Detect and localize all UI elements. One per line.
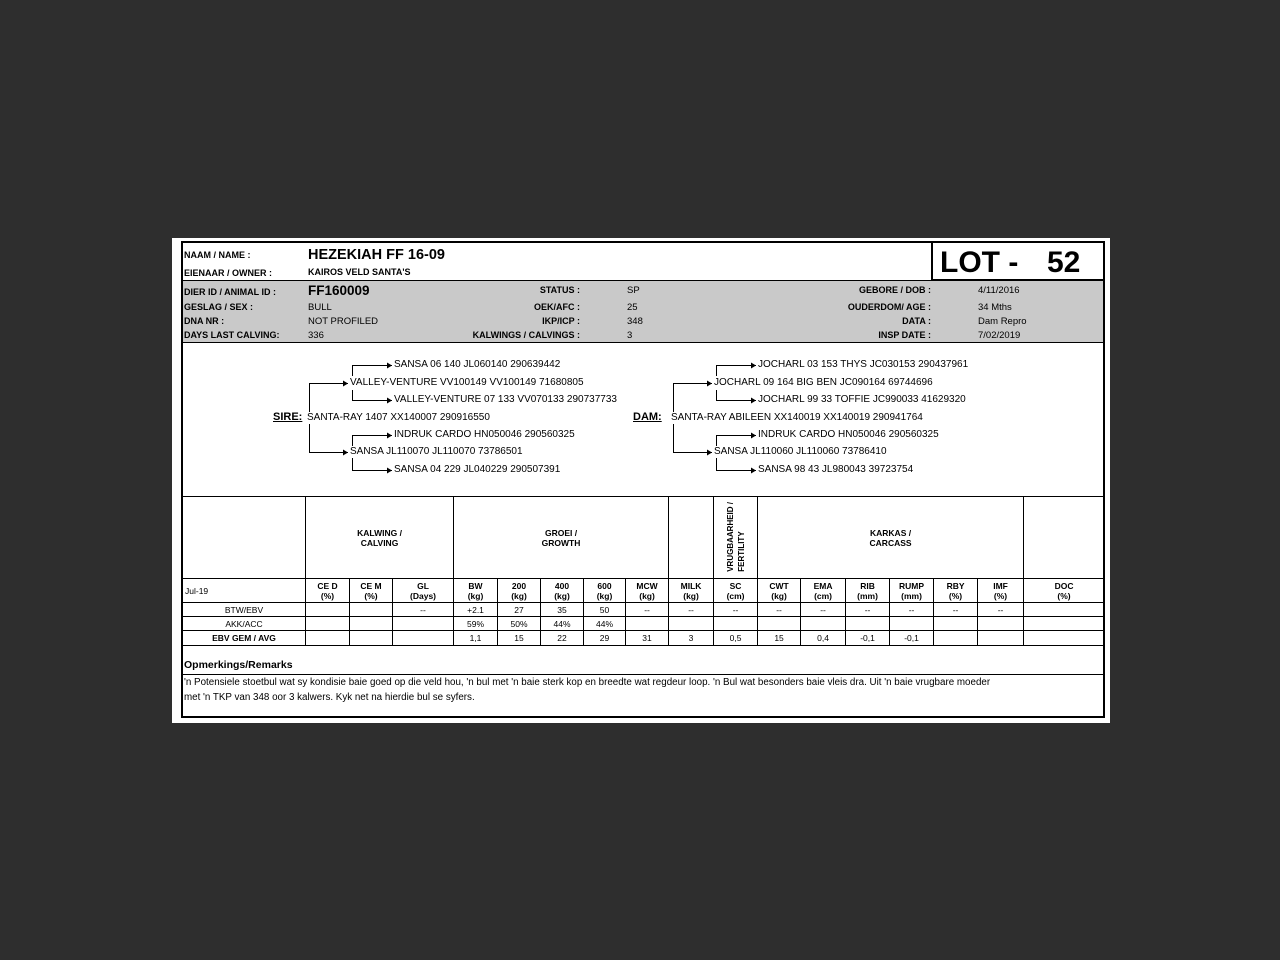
table-cell (306, 631, 350, 646)
group-milk-blank (669, 497, 714, 579)
column-header-sc (714, 579, 758, 603)
column-name: 600 (597, 580, 612, 591)
column-unit: (mm) (901, 590, 922, 601)
column-header-bw (454, 579, 498, 603)
column-header-rib (846, 579, 890, 603)
pedigree-sire-sire: VALLEY-VENTURE VV100149 VV100149 71680805 (350, 377, 584, 388)
table-cell (978, 631, 1024, 646)
table-cell (306, 603, 350, 617)
lot-number: 52 (1047, 246, 1081, 279)
column-name: 400 (554, 580, 570, 591)
column-name: RUMP (899, 580, 925, 591)
column-unit: (%) (1057, 590, 1071, 601)
column-header-gl (393, 579, 454, 603)
icp-label: IKP/ICP : (542, 316, 580, 326)
animal-name: HEZEKIAH FF 16-09 (308, 247, 445, 263)
table-cell (393, 631, 454, 646)
ebv-column-header-row (183, 579, 1105, 603)
table-cell (306, 617, 350, 631)
column-unit: (Days) (410, 590, 436, 601)
table-cell (350, 631, 393, 646)
column-name: BW (468, 580, 483, 591)
ebv-date: Jul-19 (183, 579, 306, 603)
table-cell: 15 (758, 631, 801, 646)
group-carcass (758, 497, 1024, 579)
dob-value: 4/11/2016 (978, 285, 1020, 296)
table-cell: -0,1 (890, 631, 934, 646)
status-label: STATUS : (539, 285, 580, 295)
pedigree-sire-dam-sire: INDRUK CARDO HN050046 290560325 (394, 429, 575, 440)
group-fertility-line2: FERTILITY (736, 530, 746, 572)
group-fertility-text (725, 502, 747, 572)
column-header-doc (1024, 579, 1105, 603)
sire-label: SIRE: (273, 411, 303, 423)
table-row (183, 617, 1105, 631)
column-unit: (%) (948, 590, 963, 601)
table-cell (758, 617, 801, 631)
column-unit: (kg) (467, 590, 484, 601)
insp-date-value: 7/02/2019 (978, 330, 1021, 341)
remarks-divider (182, 674, 1104, 675)
table-cell: -- (393, 603, 454, 617)
table-row (183, 603, 1105, 617)
age-label: OUDERDOM/ AGE : (847, 302, 931, 312)
table-cell: 0,4 (801, 631, 846, 646)
table-cell: 0,5 (714, 631, 758, 646)
group-calving (306, 497, 454, 579)
status-value: SP (627, 285, 640, 296)
row-label: AKK/ACC (183, 617, 306, 631)
table-cell (846, 617, 890, 631)
afc-label: OEK/AFC : (534, 302, 580, 312)
column-unit: (kg) (596, 590, 613, 601)
age-value: 34 Mths (978, 302, 1012, 313)
group-growth-line2: GROWTH (541, 537, 581, 548)
column-header-imf (978, 579, 1024, 603)
pedigree-sire: SANTA-RAY 1407 XX140007 290916550 (307, 412, 490, 423)
column-name: RBY (946, 580, 965, 591)
column-header-cwt (758, 579, 801, 603)
group-carcass-line2: CARCASS (869, 537, 912, 548)
table-cell: +2.1 (454, 603, 498, 617)
table-cell (350, 617, 393, 631)
table-cell: -- (714, 603, 758, 617)
column-unit: (kg) (771, 590, 787, 601)
group-doc-blank (1024, 497, 1105, 579)
table-cell: 44% (584, 617, 626, 631)
table-cell: 27 (498, 603, 541, 617)
column-header-ce-d (306, 579, 350, 603)
table-cell: -- (801, 603, 846, 617)
table-row (183, 631, 1105, 646)
sire-sire-to-dam-connector (353, 390, 393, 401)
owner-label: EIENAAR / OWNER : (184, 268, 273, 278)
table-cell: -- (758, 603, 801, 617)
table-cell (801, 617, 846, 631)
column-name: SC (729, 580, 742, 591)
animal-id-label: DIER ID / ANIMAL ID : (184, 287, 276, 297)
column-name: CE D (317, 580, 338, 591)
column-name: EMA (813, 580, 833, 591)
calvings-value: 3 (627, 330, 633, 341)
column-unit: (%) (364, 590, 378, 601)
pedigree-dam-dam: SANSA JL110060 JL110060 73786410 (714, 446, 887, 457)
table-cell (934, 631, 978, 646)
data-value: Dam Repro (978, 316, 1027, 327)
dam-label: DAM: (633, 411, 662, 423)
column-header-ema (801, 579, 846, 603)
table-cell: -- (626, 603, 669, 617)
group-growth-line1: GROEI / (544, 527, 578, 538)
table-cell: 50 (584, 603, 626, 617)
column-unit: (kg) (683, 590, 699, 601)
group-fertility (714, 497, 758, 579)
column-header-400 (541, 579, 584, 603)
column-header-rby (934, 579, 978, 603)
dna-value: NOT PROFILED (308, 316, 379, 327)
table-cell (1024, 631, 1105, 646)
table-cell: 35 (541, 603, 584, 617)
pedigree-sire-sire-sire: SANSA 06 140 JL060140 290639442 (394, 359, 561, 370)
table-cell: 50% (498, 617, 541, 631)
column-header-milk (669, 579, 714, 603)
column-name: CE M (360, 580, 382, 591)
insp-date-label: INSP DATE : (878, 330, 931, 340)
pedigree-dam-sire-sire: JOCHARL 03 153 THYS JC030153 290437961 (758, 359, 969, 370)
pedigree-dam-dam-dam: SANSA 98 43 JL980043 39723754 (758, 464, 914, 475)
row-label: EBV GEM / AVG (183, 631, 306, 646)
ebv-group-blank (183, 497, 306, 579)
table-cell (350, 603, 393, 617)
days-last-calving-label: DAYS LAST CALVING: (184, 330, 280, 340)
table-cell: 59% (454, 617, 498, 631)
dam-dam-to-dam-connector (717, 458, 757, 471)
remarks-line-1: 'n Potensiele stoetbul wat sy kondisie baie goed op die veld hou, 'n bul met 'n baie sterk kop en breedte wat regdeur loop. 'n Bul wat besonders baie vleis dra. Uit 'n baie vrugbare moeder (184, 677, 991, 688)
name-label: NAAM / NAME : (184, 250, 251, 260)
table-cell: -- (846, 603, 890, 617)
column-unit: (%) (993, 590, 1008, 601)
table-cell: -- (669, 603, 714, 617)
pedigree-dam: SANTA-RAY ABILEEN XX140019 XX140019 290941764 (671, 412, 923, 423)
table-cell (890, 617, 934, 631)
column-header-ce-m (350, 579, 393, 603)
column-unit: (mm) (857, 590, 878, 601)
column-header-600 (584, 579, 626, 603)
column-unit: (%) (320, 590, 335, 601)
dam-sire-to-dam-connector (717, 390, 757, 401)
data-label: DATA : (902, 316, 931, 326)
icp-value: 348 (627, 316, 643, 327)
group-calving-line1: KALWING / (357, 527, 402, 538)
table-cell (669, 617, 714, 631)
pedigree-sire-sire-dam: VALLEY-VENTURE 07 133 VV070133 290737733 (394, 394, 617, 405)
animal-id-value: FF160009 (308, 283, 370, 298)
table-cell: 15 (498, 631, 541, 646)
dam-dam-to-sire-connector (717, 436, 757, 447)
table-cell: -- (934, 603, 978, 617)
table-cell (934, 617, 978, 631)
dam-to-dam-sire-connector (674, 384, 713, 413)
dna-label: DNA NR : (184, 316, 225, 326)
table-cell (393, 617, 454, 631)
ebv-table-body (183, 603, 1105, 646)
table-cell: -- (890, 603, 934, 617)
pedigree-sire-dam: SANSA JL110070 JL110070 73786501 (350, 446, 523, 457)
table-cell: -0,1 (846, 631, 890, 646)
column-unit: (kg) (511, 590, 527, 601)
ebv-table (182, 496, 1105, 646)
column-name: MILK (680, 580, 702, 591)
column-name: CWT (769, 580, 789, 591)
sex-value: BULL (308, 302, 332, 313)
days-last-calving-value: 336 (308, 330, 324, 341)
column-unit: (kg) (639, 590, 655, 601)
group-carcass-line1: KARKAS / (870, 527, 912, 538)
table-cell (1024, 603, 1105, 617)
table-cell: 31 (626, 631, 669, 646)
ebv-group-header-row (183, 497, 1105, 579)
sire-to-sire-dam-connector (310, 424, 349, 453)
row-label: BTW/EBV (183, 603, 306, 617)
remarks-title: Opmerkings/Remarks (184, 659, 293, 671)
table-cell (626, 617, 669, 631)
column-name: RIB (860, 580, 875, 591)
column-unit: (kg) (554, 590, 570, 601)
column-header-mcw (626, 579, 669, 603)
sire-dam-to-sire-connector (353, 436, 393, 447)
lot-label: LOT - (940, 246, 1019, 279)
pedigree-sire-dam-dam: SANSA 04 229 JL040229 290507391 (394, 464, 561, 475)
sire-dam-to-dam-connector (353, 458, 393, 471)
group-calving-line2: CALVING (360, 537, 399, 548)
sire-sire-to-sire-connector (353, 366, 393, 377)
column-header-rump (890, 579, 934, 603)
table-cell: 3 (669, 631, 714, 646)
column-name: 200 (511, 580, 527, 591)
remarks-line-2: met 'n TKP van 348 oor 3 kalwers. Kyk net na hierdie bul se syfers. (184, 692, 475, 703)
table-cell: 44% (541, 617, 584, 631)
column-name: IMF (993, 580, 1008, 591)
table-cell: -- (978, 603, 1024, 617)
table-cell (1024, 617, 1105, 631)
pedigree-dam-dam-sire: INDRUK CARDO HN050046 290560325 (758, 429, 939, 440)
afc-value: 25 (627, 302, 638, 313)
column-name: GL (417, 580, 429, 591)
table-cell: 1,1 (454, 631, 498, 646)
pedigree-dam-sire: JOCHARL 09 164 BIG BEN JC090164 69744696 (714, 377, 933, 388)
table-cell: 29 (584, 631, 626, 646)
group-fertility-line1: VRUGBAARHEID / (725, 501, 735, 572)
sex-label: GESLAG / SEX : (184, 302, 254, 312)
dob-label: GEBORE / DOB : (858, 285, 931, 295)
column-header-200 (498, 579, 541, 603)
table-cell (978, 617, 1024, 631)
table-cell (714, 617, 758, 631)
column-unit: (cm) (814, 590, 833, 601)
calvings-label: KALWINGS / CALVINGS : (472, 330, 580, 340)
owner-name: KAIROS VELD SANTA'S (308, 267, 411, 277)
dam-to-dam-dam-connector (674, 424, 713, 453)
sire-to-sire-sire-connector (310, 384, 349, 413)
group-growth (454, 497, 669, 579)
column-name: DOC (1054, 580, 1074, 591)
table-cell: 22 (541, 631, 584, 646)
dam-sire-to-sire-connector (717, 366, 757, 377)
column-name: MCW (636, 580, 658, 591)
column-unit: (cm) (726, 590, 745, 601)
pedigree-dam-sire-dam: JOCHARL 99 33 TOFFIE JC990033 41629320 (758, 394, 966, 405)
